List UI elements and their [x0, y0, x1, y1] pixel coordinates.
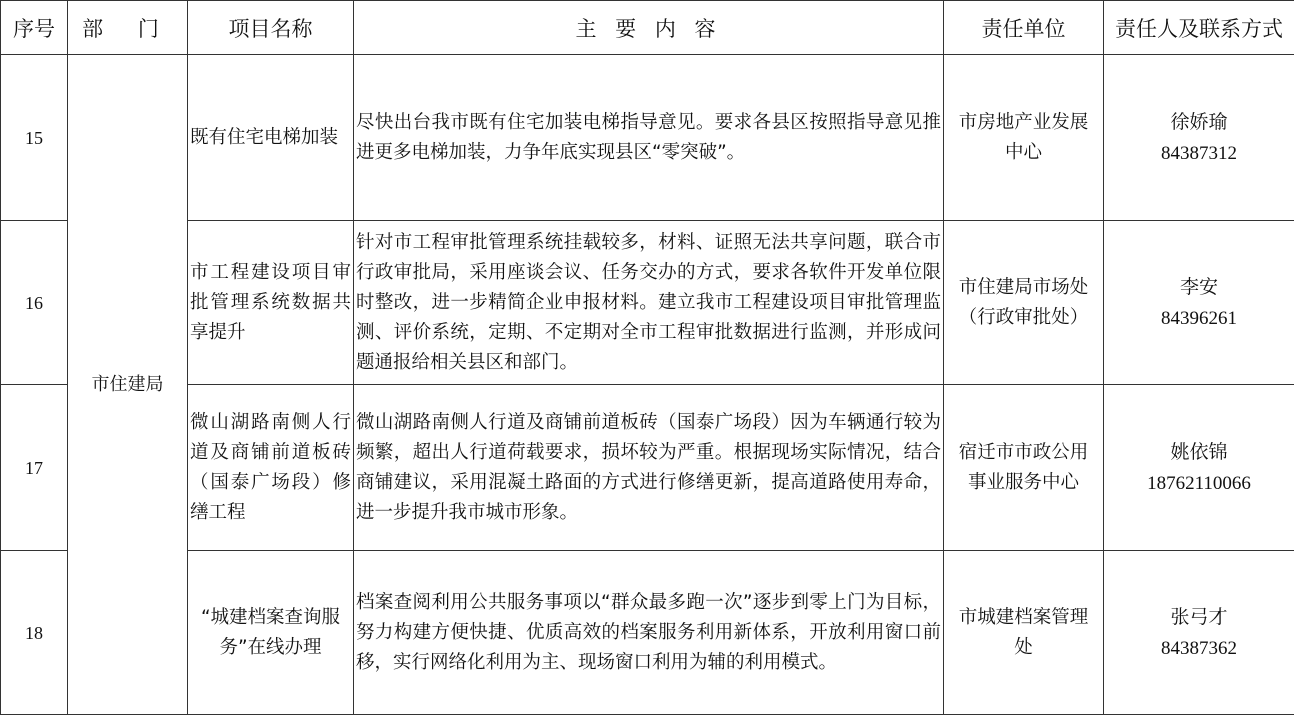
table-row	[1, 385, 1294, 551]
row-unit: 市房地产业发展中心	[944, 55, 1104, 221]
table-row	[1, 55, 1294, 221]
row-person-phone: 18762110066	[1147, 472, 1251, 494]
header-unit: 责任单位	[944, 1, 1104, 55]
row-contact	[1104, 551, 1294, 715]
row-content: 微山湖路南侧人行道及商铺前道板砖（国泰广场段）因为车辆通行较为频繁，超出人行道荷载要求，损坏较为严重。根据现场实际情况，结合商铺建议，采用混凝土路面的方式进行修缮更新，提高道路使用寿命，进一步提升我市城市形象。	[354, 385, 944, 551]
row-contact	[1104, 385, 1294, 551]
row-seq: 15	[1, 55, 68, 221]
row-unit: 市住建局市场处（行政审批处）	[944, 221, 1104, 385]
header-dept: 部 门	[68, 1, 188, 55]
row-unit: 市城建档案管理处	[944, 551, 1104, 715]
department-cell: 市住建局	[68, 55, 188, 715]
row-project: 微山湖路南侧人行道及商铺前道板砖（国泰广场段）修缮工程	[188, 385, 354, 551]
header-content: 主 要 内 容	[354, 1, 944, 55]
row-person-phone: 84387312	[1161, 142, 1237, 164]
row-contact	[1104, 221, 1294, 385]
row-project: “城建档案查询服务”在线办理	[188, 551, 354, 715]
row-person-name: 李安	[1179, 275, 1218, 298]
table-header-row	[1, 1, 1294, 55]
row-content: 尽快出台我市既有住宅加装电梯指导意见。要求各县区按照指导意见推进更多电梯加装，力争年底实现县区“零突破”。	[354, 55, 944, 221]
table-row	[1, 221, 1294, 385]
row-content: 档案查阅利用公共服务事项以“群众最多跑一次”逐步到零上门为目标，努力构建方便快捷、优质高效的档案服务利用新体系，开放利用窗口前移，实行网络化利用为主、现场窗口利用为辅的利用模式。	[354, 551, 944, 715]
row-seq: 18	[1, 551, 68, 715]
row-project: 既有住宅电梯加装	[188, 55, 354, 221]
row-person-name: 姚依锦	[1170, 440, 1228, 463]
row-contact	[1104, 55, 1294, 221]
row-person-name: 徐娇瑜	[1170, 110, 1228, 133]
row-project: 市工程建设项目审批管理系统数据共享提升	[188, 221, 354, 385]
row-seq: 17	[1, 385, 68, 551]
header-seq: 序号	[1, 1, 68, 55]
table-row	[1, 551, 1294, 715]
header-contact: 责任人及联系方式	[1104, 1, 1294, 55]
row-person-phone: 84387362	[1161, 637, 1237, 659]
row-unit: 宿迁市市政公用事业服务中心	[944, 385, 1104, 551]
row-person-phone: 84396261	[1161, 307, 1237, 329]
row-seq: 16	[1, 221, 68, 385]
header-project: 项目名称	[188, 1, 354, 55]
row-person-name: 张弓才	[1170, 605, 1228, 628]
row-content: 针对市工程审批管理系统挂载较多，材料、证照无法共享问题，联合市行政审批局，采用座谈会议、任务交办的方式，要求各软件开发单位限时整改，进一步精简企业申报材料。建立我市工程建设项目审批管理监测、评价系统，定期、不定期对全市工程审批数据进行监测，并形成问题通报给相关县区和部门。	[354, 221, 944, 385]
